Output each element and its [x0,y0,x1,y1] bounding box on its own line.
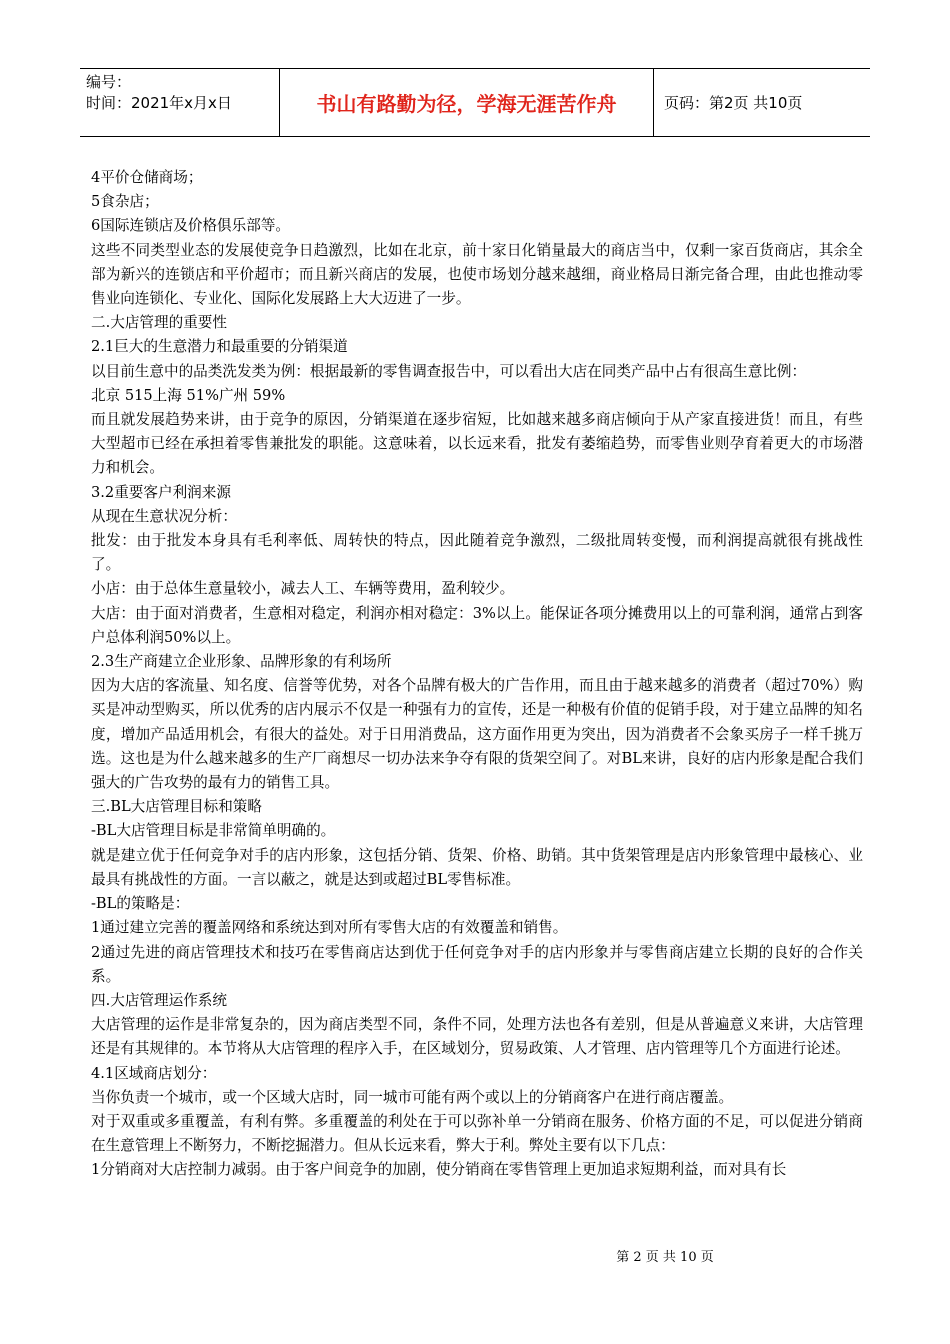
paragraph: -BL大店管理目标是非常简单明确的。 [91,822,336,840]
paragraph: 3.2重要客户利润来源 [91,483,231,501]
document-body [91,166,863,1183]
page-header [80,68,870,137]
document-date-label: 时间：2021年x月x日 [86,94,232,112]
paragraph: 从现在生意状况分析： [91,507,237,525]
paragraph: -BL的策略是： [91,895,190,913]
header-motto: 书山有路勤为径，学海无涯苦作舟 [280,69,654,136]
header-meta [80,69,280,136]
paragraph: 三.BL大店管理目标和策略 [91,798,262,816]
paragraph: 2.3生产商建立企业形象、品牌形象的有利场所 [91,653,392,671]
paragraph: 4平价仓储商场； [91,169,203,186]
paragraph: 四.大店管理运作系统 [91,991,227,1009]
paragraph: 当你负责一个城市，或一个区域大店时，同一城市可能有两个或以上的分销商客户在进行商店覆盖。 [91,1088,734,1106]
paragraph: 就是建立优于任何竞争对手的店内形象，这包括分销、货架、价格、助销。其中货架管理是店内形象管理中最核心、业最具有挑战性的方面。一言以蔽之，就是达到或超过BL零售标准。 [91,846,863,888]
paragraph: 以目前生意中的品类洗发类为例：根据最新的零售调查报告中，可以看出大店在同类产品中占有很高生意比例： [91,362,807,380]
page-footer: 第 2 页 共 10 页 [616,1250,714,1265]
paragraph: 北京 515上海 51%广州 59% [91,386,286,404]
paragraph: 小店：由于总体生意量较小，减去人工、车辆等费用，盈利较少。 [91,580,515,598]
paragraph: 对于双重或多重覆盖，有利有弊。多重覆盖的利处在于可以弥补单一分销商在服务、价格方面的不足，可以促进分销商在生意管理上不断努力，不断挖掘潜力。但从长远来看，弊大于利。弊处主要有以下几点： [91,1112,863,1155]
paragraph: 这些不同类型业态的发展使竞争日趋激烈，比如在北京，前十家日化销量最大的商店当中，仅剩一家百货商店，其余全部为新兴的连锁店和平价超市；而且新兴商店的发展，也使市场划分越来越细，商业格局日渐完备合理，由此也推动零售业向连锁化、专业化、国际化发展路上大大迈进了一步。 [91,241,863,308]
paragraph: 1分销商对大店控制力减弱。由于客户间竞争的加剧，使分销商在零售管理上更加追求短期利益，而对具有长 [91,1161,787,1179]
paragraph: 2通过先进的商店管理技术和技巧在零售商店达到优于任何竞争对手的店内形象并与零售商店建立长期的良好的合作关系。 [91,943,863,985]
paragraph: 大店：由于面对消费者，生意相对稳定，利润亦相对稳定：3%以上。能保证各项分摊费用以上的可靠利润，通常占到客户总体利润50%以上。 [91,604,863,646]
paragraph: 6国际连锁店及价格俱乐部等。 [91,217,291,235]
document-number-label: 编号： [86,73,132,91]
header-page-number: 页码：第2页 共10页 [664,94,803,112]
paragraph: 1通过建立完善的覆盖网络和系统达到对所有零售大店的有效覆盖和销售。 [91,919,568,937]
paragraph: 2.1巨大的生意潜力和最重要的分销渠道 [91,338,348,356]
paragraph: 因为大店的客流量、知名度、信誉等优势，对各个品牌有极大的广告作用，而且由于越来越多的消费者（超过70%）购买是冲动型购买，所以优秀的店内展示不仅是一种强有力的宣传，还是一种极有价值的促销手段，对于建立品牌的知名度，增加产品适用机会，有很大的益处。对于日用消费品，这方面作用更为突出，因为消费者不会象买房子一样千挑万选。这也是为什么越来越多的生产厂商想尽一切办法来争夺有限的货架空间了。对BL来讲，良好的店内形象是配合我们强大的广告攻势的最有力的销售工具。 [91,677,863,792]
paragraph: 5食杂店； [91,193,159,211]
paragraph: 批发：由于批发本身具有毛利率低、周转快的特点，因此随着竞争激烈，二级批周转变慢，而利润提高就很有挑战性了。 [91,532,863,574]
paragraph: 二.大店管理的重要性 [91,314,227,332]
paragraph: 大店管理的运作是非常复杂的，因为商店类型不同，条件不同，处理方法也各有差别，但是从普遍意义来讲，大店管理还是有其规律的。本节将从大店管理的程序入手，在区域划分，贸易政策、人才管理、店内管理等几个方面进行论述。 [91,1016,863,1058]
paragraph: 4.1区域商店划分： [91,1064,217,1082]
paragraph: 而且就发展趋势来讲，由于竞争的原因，分销渠道在逐步宿短，比如越来越多商店倾向于从产家直接进货！而且，有些大型超市已经在承担着零售兼批发的职能。这意味着，以长远来看，批发有萎缩趋势，而零售业则孕育着更大的市场潜力和机会。 [91,411,863,477]
